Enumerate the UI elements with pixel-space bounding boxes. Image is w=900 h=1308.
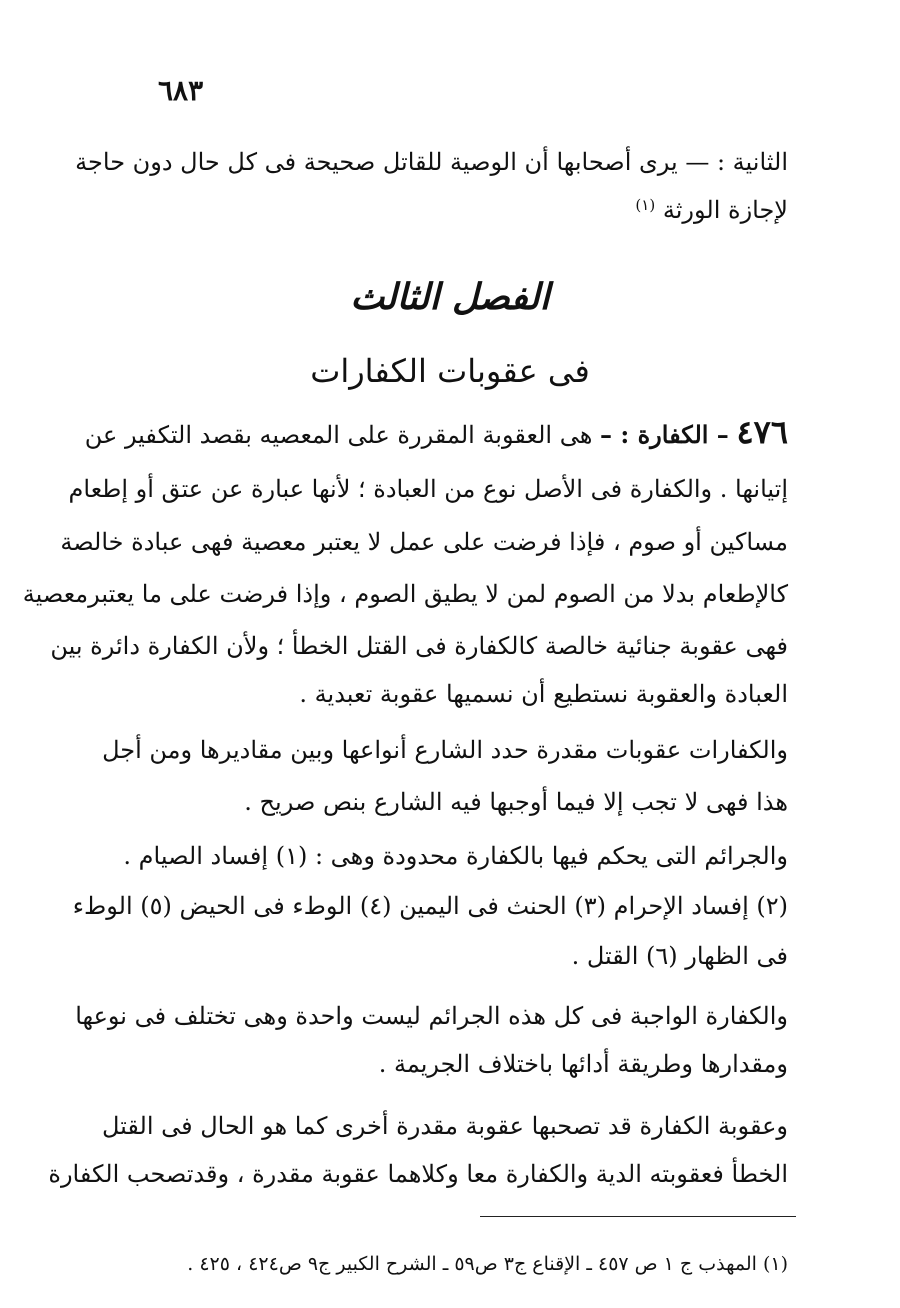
paragraph-line: فهى عقوبة جنائية خالصة كالكفارة فى القتل الخطأ ؛ ولأن الكفارة دائرة بين [50, 632, 788, 660]
chapter-subtitle: فى عقوبات الكفارات [310, 352, 590, 390]
section-number: ٤٧٦ [736, 413, 788, 451]
paragraph-text: هى العقوبة المقررة على المعصيه بقصد التكفير عن [84, 421, 593, 449]
section-heading-line [84, 410, 788, 457]
footnote-reference: (١) [635, 196, 656, 214]
paragraph-line: إتيانها . والكفارة فى الأصل نوع من العبادة ؛ لأنها عبارة عن عتق أو إطعام [68, 475, 788, 503]
intro-line-text: لإجازة الورثة [662, 196, 788, 224]
paragraph-line: والكفارات عقوبات مقدرة حدد الشارع أنواعها وبين مقاديرها ومن أجل [102, 736, 788, 764]
intro-line [132, 188, 788, 235]
paragraph-line: مساكين أو صوم ، فإذا فرضت على عمل لا يعتبر معصية فهى عبادة خالصة [60, 528, 788, 556]
footnote: (١) المهذب ج ١ ص ٤٥٧ ـ الإقناع ج٣ ص٥٩ ـ الشرح الكبير ج٩ ص٤٢٤ ، ٤٢٥ . [187, 1253, 788, 1275]
paragraph-line: والجرائم التى يحكم فيها بالكفارة محدودة وهى : (١) إفساد الصيام . [123, 842, 788, 870]
paragraph-line: العبادة والعقوبة نستطيع أن نسميها عقوبة تعبدية . [299, 680, 788, 708]
paragraph-line: ومقدارها وطريقة أدائها باختلاف الجريمة . [378, 1050, 788, 1078]
intro-line: الثانية : — يرى أصحابها أن الوصية للقاتل صحيحة فى كل حال دون حاجة [75, 148, 788, 176]
paragraph-line: فى الظهار (٦) القتل . [571, 942, 788, 970]
paragraph-line: هذا فهى لا تجب إلا فيما أوجبها فيه الشارع بنص صريح . [244, 788, 788, 816]
paragraph-line: والكفارة الواجبة فى كل هذه الجرائم ليست واحدة وهى تختلف فى نوعها [75, 1002, 788, 1030]
section-term: – الكفارة : – [600, 420, 729, 449]
page-number: ٦٨٣ [158, 74, 204, 107]
paragraph-line: وعقوبة الكفارة قد تصحبها عقوبة مقدرة أخرى كما هو الحال فى القتل [101, 1112, 788, 1140]
paragraph-line: كالإطعام بدلا من الصوم لمن لا يطيق الصوم ، وإذا فرضت على ما يعتبرمعصية [22, 580, 788, 608]
paragraph-line: (٢) إفساد الإحرام (٣) الحنث فى اليمين (٤) الوطء فى الحيض (٥) الوطء [72, 892, 788, 920]
footnote-divider [480, 1216, 796, 1217]
chapter-title: الفصل الثالث [350, 276, 550, 318]
paragraph-line: الخطأ فعقوبته الدية والكفارة معا وكلاهما عقوبة مقدرة ، وقدتصحب الكفارة [48, 1160, 788, 1188]
